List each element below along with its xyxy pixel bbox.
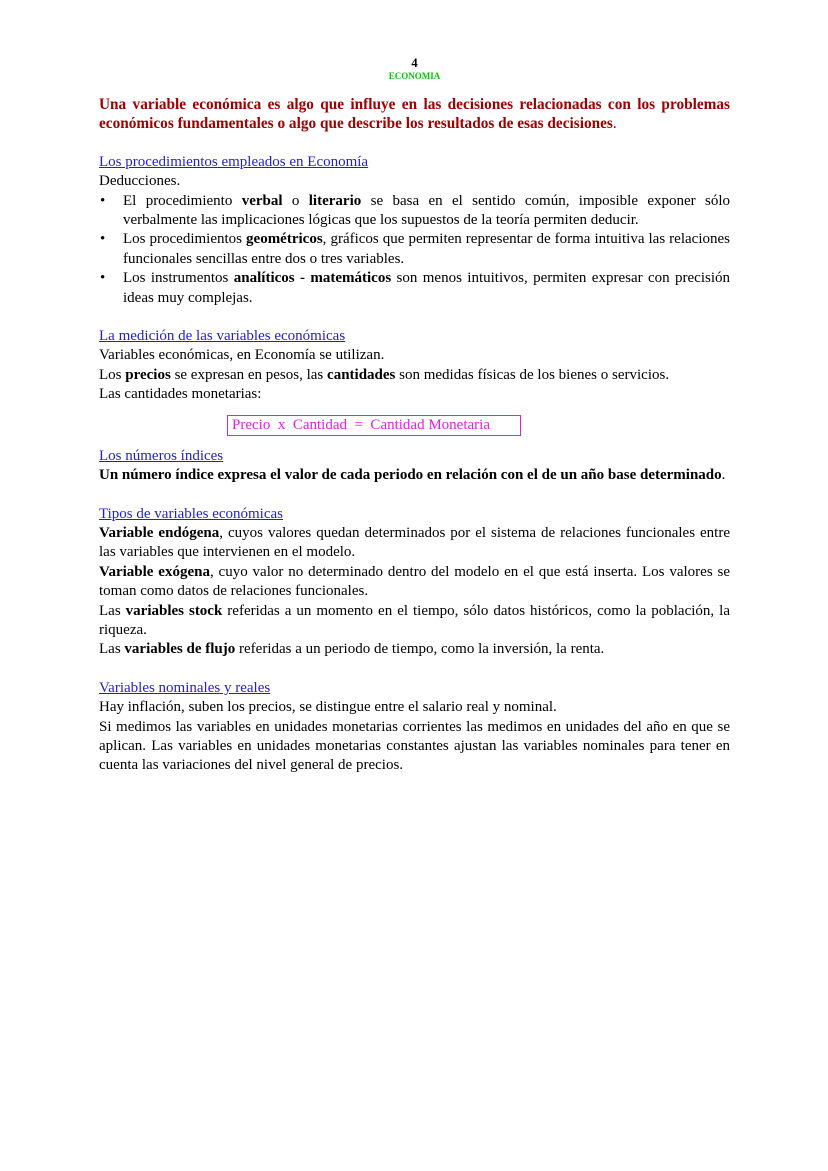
medicion-line-2 (99, 366, 730, 385)
intro-bold-text: Una variable económica es algo que influye en las decisiones relacionadas con los problemas económicos fundamentales o algo que describe los resultados de esas decisiones (99, 96, 730, 133)
item-text: Los instrumentos (123, 270, 234, 287)
section-title-nominales: Variables nominales y reales (99, 679, 271, 696)
item-text: , gráficos que permiten representar de forma intuitiva las relaciones funcionales sencillas entre dos o tres variables. (123, 231, 730, 267)
bullet-icon: • (100, 231, 106, 248)
section-procedimientos (99, 153, 730, 308)
text-run: Las (99, 641, 125, 658)
formula-box: Precio x Cantidad = Cantidad Monetaria (227, 415, 521, 436)
nominales-line-2: Si medimos las variables en unidades monetarias corrientes las medimos en unidades del año en que se aplican. Las variables en unidades monetarias constantes ajustan las variables nominales para tener en cuenta las variaciones del nivel general de precios. (99, 718, 730, 774)
indices-bold-text: Un número índice expresa el valor de cada periodo en relación con el de un año base determinado (99, 467, 722, 484)
text-run: Las (99, 602, 126, 619)
bold-term-cantidades: cantidades (327, 366, 396, 383)
intro-definition (99, 95, 730, 134)
page-number: 4 (411, 56, 418, 70)
intro-tail: . (612, 115, 617, 133)
section-indices (99, 447, 730, 486)
document-page (99, 56, 730, 795)
list-item (99, 230, 730, 269)
nominales-line-1: Hay inflación, suben los precios, se distingue entre el salario real y nominal. (99, 699, 557, 716)
bold-term-flujo: variables de flujo (124, 641, 236, 658)
section-title-indices: Los números índices (99, 447, 224, 464)
text-run: Los (99, 366, 126, 383)
section-medicion (99, 327, 730, 447)
list-item (99, 269, 730, 308)
procedimientos-list (99, 192, 730, 308)
formula-container (99, 405, 730, 447)
bold-term-endogena: Variable endógena (99, 524, 220, 541)
tipos-endogena (99, 524, 730, 563)
section-nominales (99, 679, 730, 776)
text-run: , cuyo valor no determinado dentro del modelo en el que está inserta. Los valores se toman como datos de relaciones funcionales. (99, 563, 730, 600)
text-run: son medidas físicas de los bienes o servicios. (395, 366, 670, 383)
text-run: se expresan en pesos, las (170, 366, 328, 383)
indices-tail: . (721, 467, 726, 484)
section-title-procedimientos: Los procedimientos empleados en Economía (99, 153, 369, 170)
section-title-tipos: Tipos de variables económicas (99, 505, 283, 522)
bold-term-exogena: Variable exógena (99, 563, 210, 580)
item-bold-term: literario (308, 192, 362, 209)
item-bold-term: verbal (241, 192, 283, 209)
item-bold-term: geométricos (246, 231, 323, 248)
item-text: o (282, 192, 309, 209)
medicion-line-1: Variables económicas, en Economía se utilizan. (99, 347, 385, 364)
tipos-flujo (99, 640, 730, 659)
item-text: son menos intuitivos, permiten expresar con precisión ideas muy complejas. (123, 270, 730, 306)
item-text: se basa en el sentido común, imposible exponer sólo verbalmente las implicaciones lógicas que los supuestos de la teoría permiten deducir. (123, 192, 731, 229)
item-text: Los procedimientos (123, 231, 247, 248)
page-header-subject: ECONOMIA (388, 71, 441, 81)
item-bold-term: analíticos - matemáticos (233, 270, 392, 287)
indices-definition (99, 466, 730, 485)
procedimientos-lead: Deducciones. (99, 173, 181, 190)
bullet-icon: • (100, 270, 106, 287)
bullet-icon: • (100, 192, 106, 209)
bold-term-precios: precios (125, 366, 171, 383)
bold-term-stock: variables stock (125, 602, 223, 619)
tipos-exogena (99, 563, 730, 602)
tipos-stock (99, 602, 730, 641)
item-text: El procedimiento (123, 192, 242, 209)
section-title-medicion: La medición de las variables económicas (99, 328, 346, 345)
medicion-line-3: Las cantidades monetarias: (99, 386, 262, 403)
text-run: , cuyos valores quedan determinados por el sistema de relaciones funcionales entre las variables que intervienen en el modelo. (99, 524, 730, 561)
text-run: referidas a un momento en el tiempo, sólo datos históricos, como la población, la riqueza. (99, 602, 730, 638)
list-item (99, 192, 730, 231)
section-tipos (99, 505, 730, 660)
text-run: referidas a un periodo de tiempo, como la inversión, la renta. (235, 641, 605, 658)
